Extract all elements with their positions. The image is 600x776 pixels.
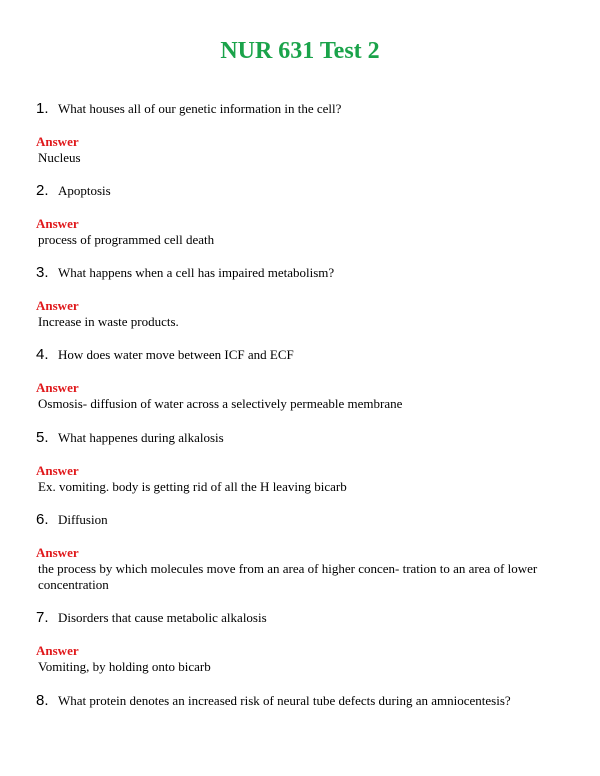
answer-label: Answer	[36, 380, 79, 395]
answer-text: Ex. vomiting. body is getting rid of all the H leaving bicarb	[38, 479, 347, 494]
answer-text: Increase in waste products.	[38, 314, 179, 329]
answer-label: Answer	[36, 463, 79, 478]
answer-label: Answer	[36, 298, 79, 313]
question-number: 6.	[36, 511, 49, 528]
answer-text: the process by which molecules move from an area of higher concen- tration to an area of lower concentration	[38, 561, 538, 592]
answer-label: Answer	[36, 134, 79, 149]
answer-text: Nucleus	[38, 150, 81, 165]
question-text: What happenes during alkalosis	[58, 430, 224, 445]
question-row	[36, 511, 572, 529]
question-number: 2.	[36, 182, 49, 199]
question-row	[36, 609, 572, 627]
question-block-1	[36, 100, 572, 166]
question-row	[36, 182, 572, 200]
answer-label: Answer	[36, 643, 79, 658]
question-text: Disorders that cause metabolic alkalosis	[58, 610, 267, 625]
answer-label: Answer	[36, 216, 79, 231]
question-row	[36, 100, 572, 118]
question-block-8	[36, 692, 572, 710]
question-number: 4.	[36, 346, 49, 363]
question-row	[36, 429, 572, 447]
answer-text: process of programmed cell death	[38, 232, 215, 247]
question-number: 5.	[36, 429, 49, 446]
question-block-3	[36, 264, 572, 330]
question-block-5	[36, 429, 572, 495]
question-row	[36, 264, 572, 282]
question-text: Apoptosis	[58, 183, 111, 198]
question-number: 1.	[36, 100, 49, 117]
question-text: What houses all of our genetic information in the cell?	[58, 101, 342, 116]
question-number: 3.	[36, 264, 49, 281]
question-text: How does water move between ICF and ECF	[58, 347, 294, 362]
question-block-2	[36, 182, 572, 248]
question-block-6	[36, 511, 572, 593]
question-text: Diffusion	[58, 512, 108, 527]
question-number: 8.	[36, 692, 49, 709]
document-title: NUR 631 Test 2	[220, 38, 380, 64]
answer-label: Answer	[36, 545, 79, 560]
question-text: What happens when a cell has impaired metabolism?	[58, 265, 335, 280]
question-number: 7.	[36, 609, 49, 626]
question-row	[36, 346, 572, 364]
answer-text: Vomiting, by holding onto bicarb	[38, 659, 211, 674]
question-row	[36, 692, 572, 710]
question-block-7	[36, 609, 572, 675]
question-text: What protein denotes an increased risk of neural tube defects during an amniocentesis?	[58, 693, 511, 708]
answer-text: Osmosis- diffusion of water across a selectively permeable membrane	[38, 396, 403, 411]
question-block-4	[36, 346, 572, 412]
